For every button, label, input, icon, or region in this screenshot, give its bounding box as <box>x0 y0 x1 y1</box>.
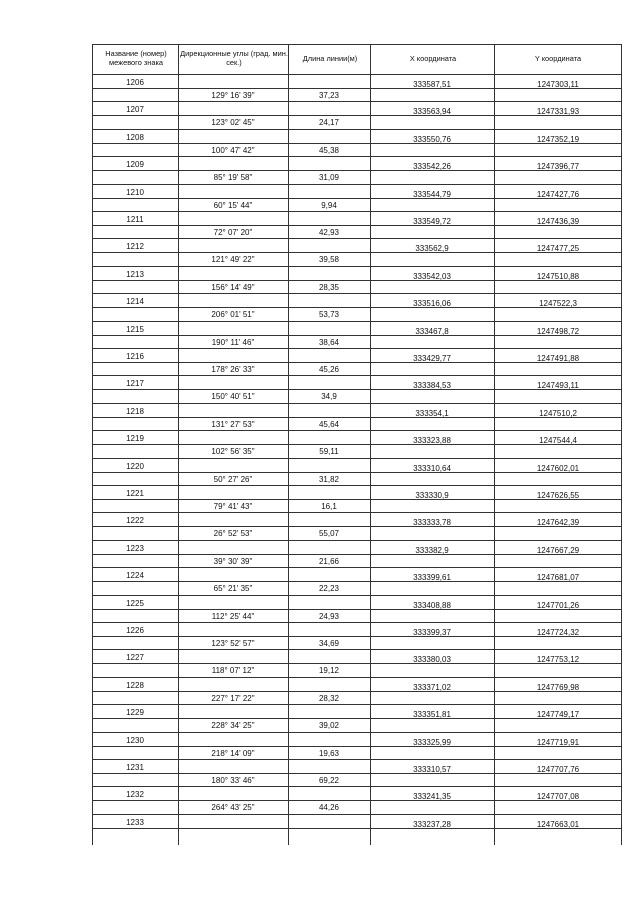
x-coordinate: 333408,88 <box>413 600 451 610</box>
y-coordinate: 1247753,12 <box>536 655 580 665</box>
x-coordinate: 333371,02 <box>413 682 451 692</box>
x-coordinate: 333542,26 <box>413 162 451 172</box>
row-line <box>92 348 622 349</box>
point-name: 1223 <box>126 543 144 553</box>
line-length: 34,69 <box>318 639 340 648</box>
row-line <box>92 540 622 541</box>
y-coordinate: 1247396,77 <box>536 162 580 172</box>
header-line <box>92 74 622 75</box>
direction-angle: 190° 11' 46" <box>211 337 255 347</box>
row-line <box>92 430 622 431</box>
line-length: 24,17 <box>318 118 340 128</box>
y-coordinate: 1247352,19 <box>536 134 580 144</box>
x-coordinate: 333351,81 <box>413 710 451 720</box>
y-coordinate: 1247719,91 <box>536 737 580 747</box>
x-coordinate: 333587,51 <box>413 80 451 89</box>
row-line <box>92 293 622 294</box>
direction-angle: 150° 40' 51" <box>211 392 255 402</box>
direction-angle: 112° 25' 44" <box>211 611 255 621</box>
row-line <box>92 403 622 404</box>
line-length: 45,26 <box>318 365 340 374</box>
y-coordinate: 1247491,88 <box>536 354 580 363</box>
row-line <box>92 704 622 705</box>
direction-angle: 118° 07' 12" <box>211 666 255 676</box>
line-length: 31,82 <box>318 474 340 484</box>
row-line <box>92 238 622 239</box>
x-coordinate: 333550,76 <box>413 134 451 144</box>
direction-angle: 85° 19' 58" <box>213 173 253 183</box>
row-line <box>92 732 622 733</box>
row-line <box>92 266 622 267</box>
x-coordinate: 333310,57 <box>413 765 451 774</box>
header-line-length: Длина линии(м) <box>302 53 358 63</box>
line-length: 39,02 <box>318 721 340 731</box>
direction-angle: 131° 27' 53" <box>211 419 255 429</box>
direction-angle: 26° 52' 53" <box>213 529 253 539</box>
point-name: 1229 <box>126 708 144 718</box>
point-name: 1208 <box>126 132 144 142</box>
x-coordinate: 333330,9 <box>415 491 449 500</box>
x-coordinate: 333354,1 <box>415 408 449 418</box>
line-length: 45,64 <box>318 419 340 429</box>
point-name: 1213 <box>126 269 144 279</box>
y-coordinate: 1247663,01 <box>536 819 580 829</box>
x-coordinate: 333380,03 <box>413 655 451 665</box>
y-coordinate: 1247707,08 <box>536 792 580 802</box>
line-length: 28,32 <box>318 693 340 703</box>
x-coordinate: 333325,99 <box>413 737 451 747</box>
line-length: 37,23 <box>318 91 340 100</box>
row-line <box>92 485 622 486</box>
line-length: 16,1 <box>321 502 337 511</box>
y-coordinate: 1247510,88 <box>536 271 580 281</box>
direction-angle: 218° 14' 09" <box>211 748 255 758</box>
direction-angle: 39° 30' 39" <box>213 556 253 566</box>
x-coordinate: 333310,64 <box>413 463 451 473</box>
coordinates-table <box>92 44 622 863</box>
point-name: 1212 <box>126 242 144 252</box>
direction-angle: 264° 43' 25" <box>211 803 255 813</box>
x-coordinate: 333382,9 <box>415 545 449 555</box>
row-line <box>92 156 622 157</box>
row-line <box>92 814 622 815</box>
point-name: 1232 <box>126 790 144 800</box>
row-line <box>92 567 622 568</box>
row-line <box>92 101 622 102</box>
x-coordinate: 333544,79 <box>413 189 451 199</box>
direction-angle: 102° 56' 35" <box>211 447 255 457</box>
line-length: 28,35 <box>318 282 340 292</box>
row-line <box>92 677 622 678</box>
point-name: 1224 <box>126 571 144 581</box>
point-name: 1214 <box>126 297 144 307</box>
line-length: 69,22 <box>318 776 340 785</box>
x-coordinate: 333237,28 <box>413 819 451 829</box>
y-coordinate: 1247303,11 <box>537 80 579 89</box>
direction-angle: 65° 21' 35" <box>213 584 253 594</box>
point-name: 1209 <box>126 160 144 170</box>
header-direction-angle: Дирекционные углы (град. мин. сек.) <box>180 49 288 67</box>
y-coordinate: 1247477,25 <box>536 244 580 254</box>
point-name: 1233 <box>126 817 144 827</box>
x-coordinate: 333542,03 <box>413 271 451 281</box>
direction-angle: 121° 49' 22" <box>211 255 255 265</box>
direction-angle: 178° 26' 33" <box>211 365 255 374</box>
y-coordinate: 1247436,39 <box>536 217 580 226</box>
y-coordinate: 1247427,76 <box>536 189 580 199</box>
line-length: 38,64 <box>318 337 340 347</box>
line-length: 44,26 <box>318 803 340 813</box>
direction-angle: 79° 41' 43" <box>213 502 253 511</box>
row-line <box>92 129 622 130</box>
direction-angle: 123° 52' 57" <box>211 639 255 648</box>
y-coordinate: 1247769,98 <box>536 682 580 692</box>
row-line <box>92 375 622 376</box>
line-length: 24,93 <box>318 611 340 621</box>
line-length: 9,94 <box>321 200 337 210</box>
x-coordinate: 333549,72 <box>413 217 451 226</box>
direction-angle: 180° 33' 46" <box>211 776 255 785</box>
x-coordinate: 333467,8 <box>415 326 449 336</box>
y-coordinate: 1247626,55 <box>536 491 580 500</box>
line-length: 45,38 <box>318 145 340 155</box>
y-coordinate: 1247707,76 <box>536 765 580 774</box>
header-x-coordinate: X координата <box>409 53 457 63</box>
line-length: 19,12 <box>318 666 340 676</box>
line-length: 22,23 <box>318 584 340 594</box>
row-line <box>92 649 622 650</box>
row-line <box>92 786 622 787</box>
x-coordinate: 333516,06 <box>413 299 451 309</box>
y-coordinate: 1247724,32 <box>536 628 580 637</box>
direction-angle: 60° 15' 44" <box>213 200 253 210</box>
row-line <box>92 211 622 212</box>
x-coordinate: 333399,61 <box>413 573 451 583</box>
x-coordinate: 333399,37 <box>413 628 451 637</box>
point-name: 1231 <box>126 763 144 772</box>
point-name: 1226 <box>126 626 144 635</box>
line-length: 53,73 <box>318 310 340 320</box>
y-coordinate: 1247493,11 <box>537 381 579 391</box>
point-name: 1227 <box>126 653 144 663</box>
y-coordinate: 1247522,3 <box>539 299 577 309</box>
direction-angle: 72° 07' 20" <box>213 228 253 237</box>
point-name: 1222 <box>126 516 144 526</box>
point-name: 1216 <box>126 352 144 361</box>
header-y-coordinate: Y координата <box>534 53 582 63</box>
header-point-name: Название (номер) межевого знака <box>105 49 167 67</box>
direction-angle: 206° 01' 51" <box>211 310 255 320</box>
line-length: 19,63 <box>318 748 340 758</box>
point-name: 1220 <box>126 461 144 471</box>
direction-angle: 100° 47' 42" <box>211 145 255 155</box>
line-length: 42,93 <box>318 228 340 237</box>
point-name: 1225 <box>126 598 144 608</box>
point-name: 1215 <box>126 324 144 334</box>
point-name: 1230 <box>126 735 144 745</box>
x-coordinate: 333384,53 <box>413 381 451 391</box>
line-length: 34,9 <box>321 392 337 402</box>
row-line <box>92 595 622 596</box>
line-length: 21,66 <box>318 556 340 566</box>
point-name: 1211 <box>126 215 144 224</box>
y-coordinate: 1247701,26 <box>536 600 580 610</box>
line-length: 59,11 <box>319 447 339 457</box>
x-coordinate: 333563,94 <box>413 107 451 117</box>
y-coordinate: 1247510,2 <box>539 408 577 418</box>
direction-angle: 156° 14' 49" <box>211 282 255 292</box>
y-coordinate: 1247749,17 <box>536 710 580 720</box>
row-line <box>92 321 622 322</box>
point-name: 1218 <box>126 406 144 416</box>
direction-angle: 123° 02' 45" <box>211 118 255 128</box>
point-name: 1221 <box>126 489 144 498</box>
x-coordinate: 333429,77 <box>413 354 451 363</box>
line-length: 31,09 <box>318 173 340 183</box>
point-name: 1206 <box>126 78 144 87</box>
y-coordinate: 1247331,93 <box>536 107 580 117</box>
point-name: 1210 <box>126 187 144 197</box>
x-coordinate: 333323,88 <box>413 436 451 446</box>
point-name: 1219 <box>126 434 144 444</box>
y-coordinate: 1247681,07 <box>536 573 580 583</box>
direction-angle: 50° 27' 26" <box>213 474 253 484</box>
row-line <box>92 184 622 185</box>
point-name: 1207 <box>126 105 144 115</box>
y-coordinate: 1247544,4 <box>539 436 577 446</box>
x-coordinate: 333562,9 <box>415 244 449 254</box>
y-coordinate: 1247602,01 <box>536 463 580 473</box>
line-length: 55,07 <box>318 529 340 539</box>
point-name: 1228 <box>126 680 144 690</box>
row-line <box>92 512 622 513</box>
y-coordinate: 1247667,29 <box>536 545 580 555</box>
direction-angle: 228° 34' 25" <box>211 721 255 731</box>
x-coordinate: 333241,35 <box>413 792 451 802</box>
row-line <box>92 458 622 459</box>
direction-angle: 227° 17' 22" <box>211 693 255 703</box>
y-coordinate: 1247642,39 <box>536 518 580 528</box>
point-name: 1217 <box>126 379 144 389</box>
direction-angle: 129° 16' 39" <box>211 91 255 100</box>
row-line <box>92 622 622 623</box>
y-coordinate: 1247498,72 <box>536 326 580 336</box>
line-length: 39,58 <box>318 255 340 265</box>
row-line <box>92 759 622 760</box>
x-coordinate: 333333,78 <box>413 518 451 528</box>
